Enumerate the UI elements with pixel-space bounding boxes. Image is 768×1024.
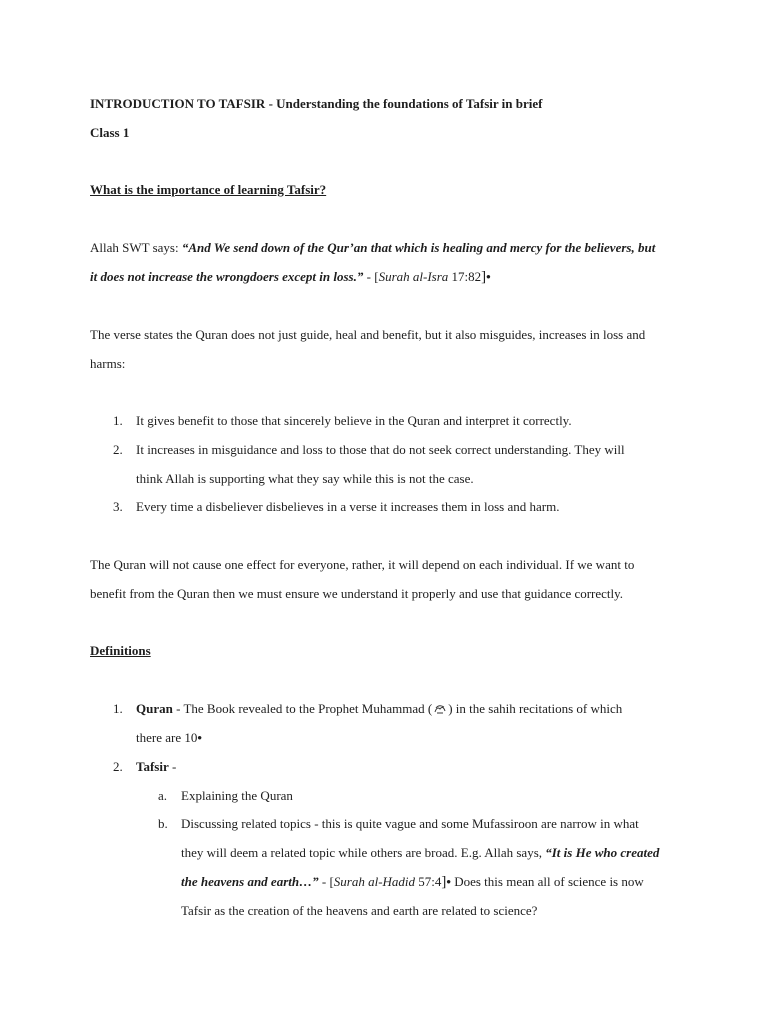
verse-ref-number: 17:82 [448,269,482,284]
paren-open: ( [427,701,433,716]
sub-item-a [158,787,293,805]
sub-text: they will deem a related topic while others are broad. E.g. Allah says, [181,845,546,860]
sub-text: Does this mean all of science is now [450,874,644,889]
verse-ref-close: ] [481,269,487,285]
importance-heading: What is the importance of learning Tafsir? [90,182,327,197]
definition-dot: • [197,730,202,745]
list-text: It increases in misguidance and loss to those that do not seek correct understanding. They will [136,442,625,457]
verse-lead: Allah SWT says: [90,240,182,255]
verse-line-1 [90,239,655,257]
sub-item-b-line-2 [181,844,659,862]
sub-ref-dot: • [446,874,451,889]
salawat-symbol-icon [433,703,447,715]
paragraph-1-line-2: harms: [90,356,126,371]
definition-item-tafsir [113,758,176,776]
list-number: 2. [113,442,123,457]
definition-term: Quran [136,701,173,716]
paragraph-2-line-2: benefit from the Quran then we must ensure we understand it properly and use that guidance correctly. [90,586,624,601]
sub-text: Discussing related topics - this is quite vague and some Mufassiroon are narrow in what [181,816,639,831]
sub-letter: b. [158,816,168,831]
verse-ref-open: [ [374,269,379,284]
verse-line-2 [90,268,491,286]
list-text: It gives benefit to those that sincerely believe in the Quran and interpret it correctly. [136,413,572,428]
list-number: 1. [113,413,123,428]
paragraph-2-line-1: The Quran will not cause one effect for everyone, rather, it will depend on each individual. If we want to [90,557,635,572]
sub-ref-close: ] [441,874,447,890]
title-subtitle: - Understanding the foundations of Tafsir in brief [265,96,543,111]
list-item [113,441,625,459]
verse-ref-dot: • [486,269,491,284]
definition-term: Tafsir [136,759,169,774]
document-title [90,95,542,113]
title-main: INTRODUCTION TO TAFSIR [90,96,266,111]
list-number: 3. [113,499,123,514]
sub-quote: the heavens and earth…” [181,874,319,889]
sub-quote: “It is He who created [545,845,660,860]
definition-item-quran [113,700,622,718]
sub-item-b-line-3 [181,873,644,891]
sub-ref-open: [ [329,874,334,889]
sub-ref-number: 57:4 [415,874,442,889]
list-number: 1. [113,701,123,716]
verse-quote-1: “And We send down of the Qur’an that which is healing and mercy for the believers, but [181,240,656,255]
definition-text: in the sahih recitations of which [452,701,623,716]
class-label: Class 1 [90,125,130,140]
verse-ref-surah: Surah al-Isra [378,269,449,284]
sub-ref-separator: - [318,874,330,889]
verse-ref-separator: - [363,269,375,284]
sub-item-b [158,815,639,833]
sub-letter: a. [158,788,168,803]
definition-text-continued [136,729,202,747]
verse-quote-2: it does not increase the wrongdoers except in loss.” [90,269,364,284]
definition-text: there are 10 [136,730,198,745]
definition-text: - The Book revealed to the Prophet Muhammad [172,701,428,716]
list-text-continued: think Allah is supporting what they say while this is not the case. [136,471,474,486]
paragraph-1-line-1: The verse states the Quran does not just guide, heal and benefit, but it also misguides, increases in loss and [90,327,646,342]
paren-close: ) [448,701,453,716]
list-item [113,498,559,516]
definitions-heading: Definitions [90,643,151,658]
definition-text: - [168,759,177,774]
list-item [113,412,572,430]
sub-text: Explaining the Quran [181,788,293,803]
list-text: Every time a disbeliever disbelieves in a verse it increases them in loss and harm. [136,499,560,514]
sub-ref-surah: Surah al-Hadid [333,874,416,889]
sub-item-b-line-4: Tafsir as the creation of the heavens and earth are related to science? [181,903,538,918]
list-number: 2. [113,759,123,774]
